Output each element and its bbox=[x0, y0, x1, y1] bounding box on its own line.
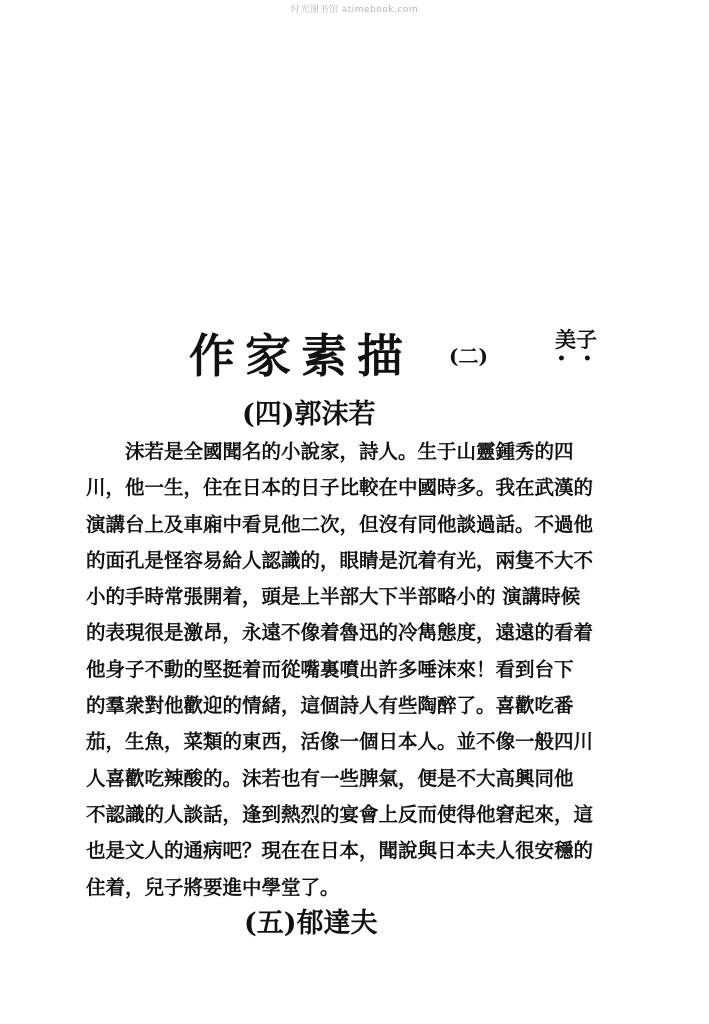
text-line: 的表現很是激昂，永遠不像着魯迅的冷雋態度，遠遠的看着 bbox=[86, 621, 594, 645]
text-line: 茄，生魚，菜類的東西，活像一個日本人。並不像一般四川 bbox=[86, 730, 594, 754]
text-line: 他身子不動的堅挺着而從嘴裏噴出許多唾沫來！看到台下 bbox=[86, 657, 574, 681]
author-name: 美子 bbox=[555, 327, 597, 352]
article-title: 作家素描 bbox=[189, 329, 413, 383]
section-heading-guo-moruo: (四)郭沫若 bbox=[242, 399, 376, 430]
article-header bbox=[189, 326, 629, 386]
text-line: 川，他一生，住在日本的日子比較在中國時多。我在武漢的 bbox=[86, 476, 594, 500]
author-emphasis-dots: • • bbox=[557, 351, 598, 367]
text-line: 沫若是全國聞名的小說家，詩人。生于山靈鍾秀的四 bbox=[125, 440, 574, 463]
section-body-guo-moruo bbox=[86, 434, 646, 906]
text-line: 不認識的人談話，逢到熱烈的宴會上反而使得他窘起來，這 bbox=[86, 802, 594, 826]
text-line: 住着，兒子將要進中學堂了。 bbox=[86, 875, 340, 899]
text-line: 演講台上及車廂中看見他二次，但沒有同他談過話。不過他 bbox=[86, 512, 594, 536]
watermark: 时光图书馆 atimebook.com bbox=[290, 5, 419, 15]
text-line: 人喜歡吃辣酸的。沫若也有一些脾氣，便是不大高興同他 bbox=[86, 766, 574, 790]
section-heading-yu-dafu: (五)郁達夫 bbox=[244, 908, 378, 939]
text-line: 的面孔是怪容易給人認識的，眼睛是沉着有光，兩隻不大不 bbox=[86, 548, 594, 572]
text-line: 的羣衆對他歡迎的情緒，這個詩人有些陶醉了。喜歡吃番 bbox=[86, 694, 574, 718]
article-number: (二) bbox=[449, 344, 488, 368]
text-line: 小的手時常張開着，頭是上半部大下半部略小的 演講時候 bbox=[86, 585, 581, 609]
text-line: 也是文人的通病吧？現在在日本，聞說與日本夫人很安穩的 bbox=[86, 839, 594, 863]
